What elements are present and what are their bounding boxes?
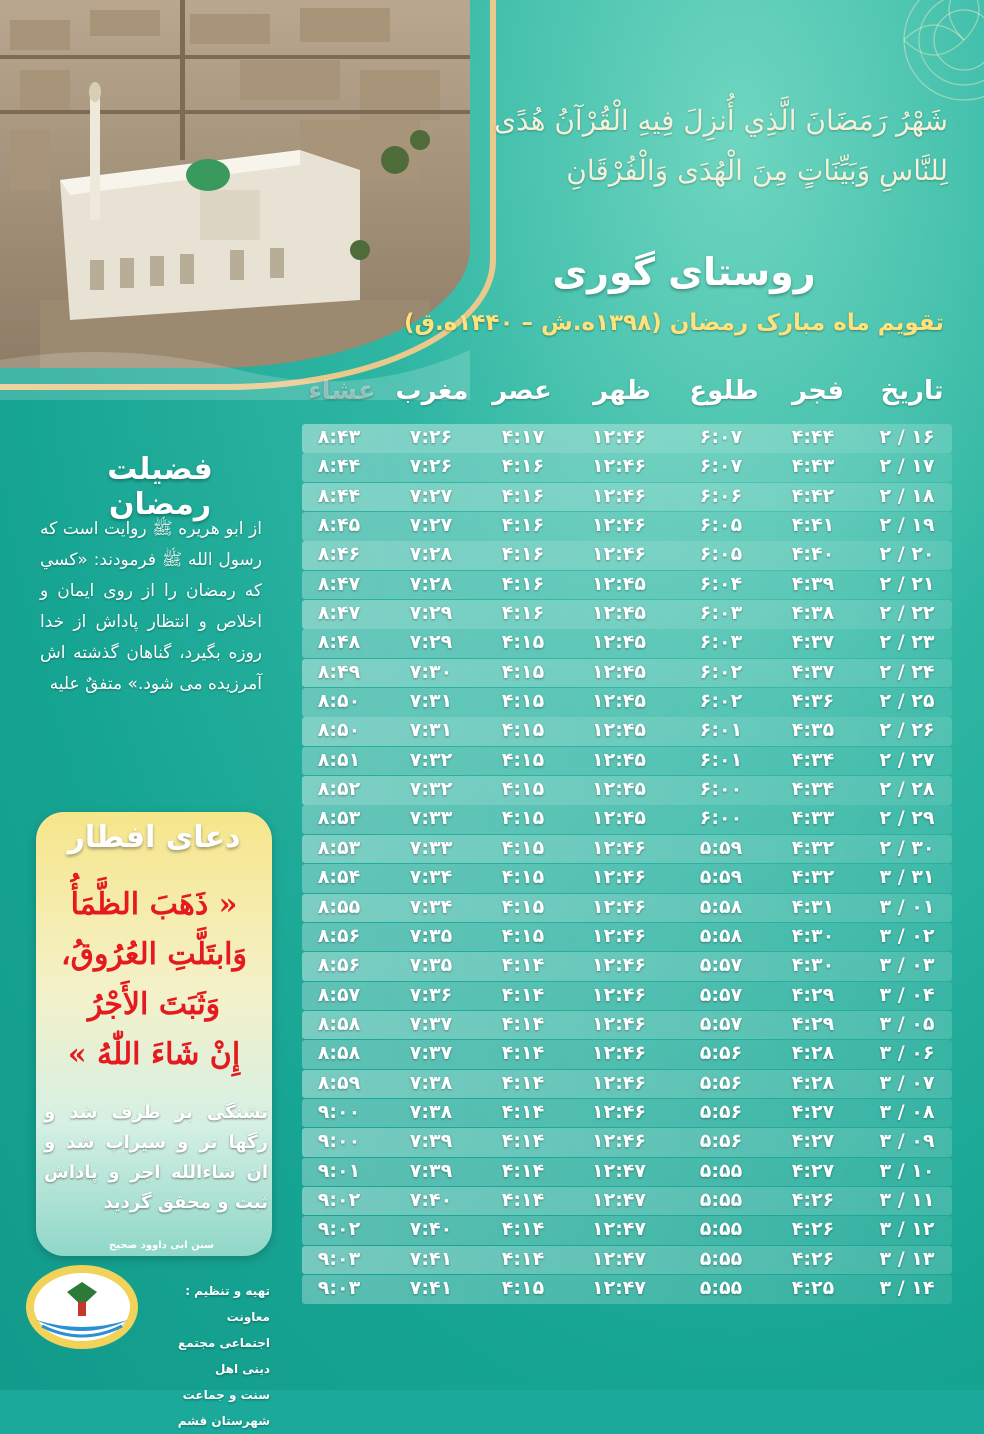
time-cell: ۴:۳۷ — [791, 660, 835, 683]
date-cell: ۳ / ۰۸ — [879, 1100, 935, 1123]
table-row — [302, 1099, 952, 1128]
time-cell: ۷:۳۸ — [409, 1071, 453, 1094]
time-cell: ۸:۵۸ — [317, 1042, 361, 1065]
time-cell: ۴:۳۳ — [791, 807, 835, 830]
date-cell: ۳ / ۱۳ — [879, 1247, 935, 1270]
time-cell: ۴:۲۹ — [791, 1012, 835, 1035]
time-cell: ۱۲:۴۵ — [592, 719, 646, 742]
time-cell: ۵:۵۹ — [699, 866, 743, 889]
time-cell: ۴:۱۶ — [501, 602, 545, 625]
time-cell: ۶:۰۵ — [699, 543, 743, 566]
time-cell: ۸:۵۰ — [317, 690, 361, 713]
time-cell: ۷:۳۴ — [409, 895, 453, 918]
time-cell: ۴:۱۵ — [501, 924, 545, 947]
table-row — [302, 1040, 952, 1069]
time-cell: ۶:۰۳ — [699, 602, 743, 625]
time-cell: ۱۲:۴۶ — [592, 836, 646, 859]
time-cell: ۷:۳۲ — [409, 748, 453, 771]
time-cell: ۶:۰۴ — [699, 572, 743, 595]
table-row — [302, 835, 952, 864]
time-cell: ۷:۴۰ — [409, 1218, 453, 1241]
quran-verse — [488, 96, 948, 196]
time-cell: ۵:۵۶ — [699, 1071, 743, 1094]
date-cell: ۲ / ۲۹ — [879, 807, 935, 830]
time-cell: ۴:۱۴ — [501, 1012, 545, 1035]
date-cell: ۳ / ۰۲ — [879, 924, 935, 947]
table-row — [302, 982, 952, 1011]
time-cell: ۱۲:۴۷ — [592, 1276, 646, 1299]
date-cell: ۲ / ۱۶ — [879, 426, 935, 448]
verse-line-2: لِلنَّاسِ وَبَيِّنَاتٍ مِنَ الْهُدَى وَالْفُرْقَانِ — [566, 154, 948, 187]
time-cell: ۶:۰۶ — [699, 484, 743, 507]
table-row — [302, 1216, 952, 1245]
table-row — [302, 453, 952, 482]
time-cell: ۴:۳۲ — [791, 836, 835, 859]
time-cell: ۱۲:۴۶ — [592, 514, 646, 537]
date-cell: ۳ / ۳۱ — [879, 866, 935, 889]
table-row — [302, 424, 952, 453]
time-cell: ۴:۱۴ — [501, 1071, 545, 1094]
time-cell: ۵:۵۸ — [699, 924, 743, 947]
time-cell: ۴:۱۵ — [501, 1276, 545, 1299]
date-cell: ۲ / ۲۸ — [879, 778, 935, 801]
time-cell: ۱۲:۴۵ — [592, 572, 646, 595]
time-cell: ۸:۴۶ — [317, 543, 361, 566]
time-cell: ۶:۰۵ — [699, 514, 743, 537]
time-cell: ۹:۰۳ — [317, 1276, 361, 1299]
time-cell: ۵:۵۵ — [699, 1218, 743, 1241]
time-cell: ۹:۰۰ — [317, 1130, 361, 1153]
header-fajr: فجر — [792, 376, 844, 406]
time-cell: ۵:۵۶ — [699, 1042, 743, 1065]
time-cell: ۴:۱۴ — [501, 1159, 545, 1182]
time-cell: ۷:۴۱ — [409, 1276, 453, 1299]
time-cell: ۸:۴۴ — [317, 484, 361, 507]
credit-line-1: تهیه و تنظیم : معاونت — [185, 1284, 270, 1324]
credit-text — [150, 1278, 270, 1434]
time-cell: ۸:۵۹ — [317, 1071, 361, 1094]
header-dhuhr: ظهر — [593, 376, 651, 406]
time-cell: ۴:۳۰ — [791, 954, 835, 977]
date-cell: ۲ / ۲۲ — [879, 602, 935, 625]
time-cell: ۴:۱۴ — [501, 1042, 545, 1065]
time-cell: ۱۲:۴۷ — [592, 1159, 646, 1182]
time-cell: ۴:۱۴ — [501, 1247, 545, 1270]
time-cell: ۱۲:۴۷ — [592, 1188, 646, 1211]
table-row — [302, 894, 952, 923]
time-cell: ۴:۱۵ — [501, 836, 545, 859]
table-row — [302, 571, 952, 600]
time-cell: ۱۲:۴۶ — [592, 426, 646, 448]
time-cell: ۱۲:۴۶ — [592, 895, 646, 918]
date-cell: ۲ / ۲۱ — [879, 572, 935, 595]
time-cell: ۶:۰۰ — [699, 807, 743, 830]
time-cell: ۴:۳۱ — [791, 895, 835, 918]
time-cell: ۴:۲۸ — [791, 1042, 835, 1065]
time-cell: ۴:۱۴ — [501, 954, 545, 977]
time-cell: ۷:۳۴ — [409, 866, 453, 889]
time-cell: ۱۲:۴۶ — [592, 1130, 646, 1153]
time-cell: ۱۲:۴۶ — [592, 543, 646, 566]
time-cell: ۸:۴۷ — [317, 572, 361, 595]
time-cell: ۸:۵۱ — [317, 748, 361, 771]
time-cell: ۴:۳۲ — [791, 866, 835, 889]
time-cell: ۴:۲۷ — [791, 1130, 835, 1153]
time-cell: ۴:۳۹ — [791, 572, 835, 595]
date-cell: ۲ / ۲۴ — [879, 660, 935, 683]
time-cell: ۱۲:۴۵ — [592, 748, 646, 771]
time-cell: ۴:۳۰ — [791, 924, 835, 947]
time-cell: ۸:۴۹ — [317, 660, 361, 683]
time-cell: ۸:۵۷ — [317, 983, 361, 1006]
time-cell: ۶:۰۱ — [699, 748, 743, 771]
time-cell: ۷:۳۳ — [409, 807, 453, 830]
date-cell: ۳ / ۰۳ — [879, 954, 935, 977]
time-cell: ۴:۱۵ — [501, 690, 545, 713]
table-row — [302, 483, 952, 512]
time-cell: ۷:۳۶ — [409, 983, 453, 1006]
dua-line-2: وَابتَلَّتِ العُرُوقُ، — [60, 937, 247, 972]
time-cell: ۱۲:۴۶ — [592, 484, 646, 507]
time-cell: ۴:۳۴ — [791, 778, 835, 801]
date-cell: ۲ / ۱۹ — [879, 514, 935, 537]
time-cell: ۷:۳۱ — [409, 690, 453, 713]
date-cell: ۳ / ۰۵ — [879, 1012, 935, 1035]
time-cell: ۸:۵۵ — [317, 895, 361, 918]
date-cell: ۲ / ۳۰ — [879, 836, 935, 859]
date-cell: ۳ / ۰۷ — [879, 1071, 935, 1094]
time-cell: ۴:۱۷ — [501, 426, 545, 448]
time-cell: ۴:۴۰ — [791, 543, 835, 566]
time-cell: ۷:۳۷ — [409, 1012, 453, 1035]
village-title: روستای گوری — [552, 250, 816, 294]
time-cell: ۷:۴۰ — [409, 1188, 453, 1211]
time-cell: ۸:۵۰ — [317, 719, 361, 742]
time-cell: ۷:۲۹ — [409, 602, 453, 625]
date-cell: ۳ / ۰۹ — [879, 1130, 935, 1153]
time-cell: ۵:۵۷ — [699, 954, 743, 977]
time-cell: ۱۲:۴۶ — [592, 983, 646, 1006]
time-cell: ۸:۴۸ — [317, 631, 361, 654]
date-cell: ۳ / ۰۱ — [879, 895, 935, 918]
virtue-text: از ابو هریره ﷺ روایت است که رسول الله ﷺ فرمودند: «کسي که رمضان را از روی ایمان و اخلاص و انتظار پاداش از خدا روزه بگیرد، گناهان گذشته اش آمرزیده می شود.» متفقٌ علیه — [40, 519, 262, 694]
time-cell: ۴:۴۱ — [791, 514, 835, 537]
date-cell: ۳ / ۰۶ — [879, 1042, 935, 1065]
time-cell: ۹:۰۲ — [317, 1188, 361, 1211]
time-cell: ۴:۱۶ — [501, 484, 545, 507]
table-row — [302, 600, 952, 629]
table-row — [302, 1246, 952, 1275]
time-cell: ۹:۰۰ — [317, 1100, 361, 1123]
header-isha: عشاء — [308, 376, 376, 406]
time-cell: ۱۲:۴۶ — [592, 866, 646, 889]
table-row — [302, 805, 952, 834]
time-cell: ۷:۳۳ — [409, 836, 453, 859]
date-cell: ۳ / ۱۴ — [879, 1276, 935, 1299]
dua-line-3: وَثَبَتَ الأَجْرُ — [87, 987, 221, 1022]
header-sunrise: طلوع — [689, 376, 759, 406]
time-cell: ۵:۵۵ — [699, 1188, 743, 1211]
time-cell: ۶:۰۳ — [699, 631, 743, 654]
table-row — [302, 776, 952, 805]
time-cell: ۴:۱۴ — [501, 1100, 545, 1123]
time-cell: ۸:۵۳ — [317, 836, 361, 859]
time-cell: ۴:۱۵ — [501, 719, 545, 742]
time-cell: ۴:۲۶ — [791, 1188, 835, 1211]
time-cell: ۴:۲۶ — [791, 1247, 835, 1270]
dua-line-1: « ذَهَبَ الظَّمَأُ — [70, 887, 238, 922]
table-row — [302, 717, 952, 746]
date-cell: ۳ / ۱۲ — [879, 1218, 935, 1241]
date-cell: ۳ / ۱۱ — [879, 1188, 935, 1211]
date-cell: ۲ / ۱۷ — [879, 455, 935, 478]
time-cell: ۵:۵۹ — [699, 836, 743, 859]
time-cell: ۶:۰۷ — [699, 426, 743, 448]
time-cell: ۴:۱۵ — [501, 748, 545, 771]
time-cell: ۱۲:۴۵ — [592, 660, 646, 683]
dua-arabic — [40, 880, 268, 1080]
time-cell: ۹:۰۱ — [317, 1159, 361, 1182]
time-cell: ۱۲:۴۶ — [592, 455, 646, 478]
time-cell: ۶:۰۰ — [699, 778, 743, 801]
time-cell: ۴:۳۵ — [791, 719, 835, 742]
time-cell: ۴:۳۷ — [791, 631, 835, 654]
time-cell: ۴:۱۵ — [501, 660, 545, 683]
time-cell: ۷:۳۲ — [409, 778, 453, 801]
dua-title: دعای افطار — [67, 820, 241, 855]
time-cell: ۱۲:۴۶ — [592, 1042, 646, 1065]
time-cell: ۴:۲۷ — [791, 1159, 835, 1182]
time-cell: ۴:۱۶ — [501, 514, 545, 537]
time-cell: ۸:۵۶ — [317, 954, 361, 977]
time-cell: ۷:۳۹ — [409, 1130, 453, 1153]
dua-line-4: إِنْ شَاءَ اللّٰهُ » — [67, 1037, 241, 1072]
time-cell: ۱۲:۴۵ — [592, 602, 646, 625]
virtue-title: فضیلت رمضان — [107, 452, 213, 522]
time-cell: ۸:۴۴ — [317, 455, 361, 478]
time-cell: ۷:۲۶ — [409, 455, 453, 478]
time-cell: ۴:۳۶ — [791, 690, 835, 713]
time-cell: ۱۲:۴۶ — [592, 924, 646, 947]
table-row — [302, 1128, 952, 1157]
table-row — [302, 629, 952, 658]
time-cell: ۴:۱۶ — [501, 455, 545, 478]
time-cell: ۵:۵۷ — [699, 1012, 743, 1035]
table-row — [302, 1187, 952, 1216]
time-cell: ۸:۴۳ — [317, 426, 361, 448]
time-cell: ۷:۲۷ — [409, 514, 453, 537]
dua-source: سنن ابی داوود صحیح — [109, 1240, 214, 1251]
time-cell: ۵:۵۵ — [699, 1159, 743, 1182]
time-cell: ۸:۵۸ — [317, 1012, 361, 1035]
header-asr: عصر — [492, 376, 552, 406]
time-cell: ۴:۱۶ — [501, 572, 545, 595]
date-cell: ۳ / ۱۰ — [879, 1159, 935, 1182]
time-cell: ۴:۲۹ — [791, 983, 835, 1006]
time-cell: ۱۲:۴۵ — [592, 631, 646, 654]
time-cell: ۴:۴۲ — [791, 484, 835, 507]
time-cell: ۴:۳۴ — [791, 748, 835, 771]
time-cell: ۴:۱۶ — [501, 543, 545, 566]
date-cell: ۲ / ۲۰ — [879, 543, 935, 566]
table-row — [302, 1011, 952, 1040]
time-cell: ۷:۲۸ — [409, 543, 453, 566]
time-cell: ۵:۵۷ — [699, 983, 743, 1006]
time-cell: ۵:۵۶ — [699, 1100, 743, 1123]
table-row — [302, 923, 952, 952]
time-cell: ۴:۱۵ — [501, 895, 545, 918]
time-cell: ۷:۳۷ — [409, 1042, 453, 1065]
time-cell: ۶:۰۱ — [699, 719, 743, 742]
time-cell: ۴:۱۵ — [501, 631, 545, 654]
time-cell: ۴:۱۵ — [501, 866, 545, 889]
time-cell: ۴:۴۳ — [791, 455, 835, 478]
time-cell: ۷:۲۶ — [409, 426, 453, 448]
header-date: تاریخ — [880, 376, 944, 406]
time-cell: ۷:۳۱ — [409, 719, 453, 742]
time-cell: ۷:۳۰ — [409, 660, 453, 683]
time-cell: ۱۲:۴۷ — [592, 1218, 646, 1241]
date-cell: ۲ / ۲۷ — [879, 748, 935, 771]
time-cell: ۷:۲۸ — [409, 572, 453, 595]
time-cell: ۷:۳۸ — [409, 1100, 453, 1123]
time-cell: ۴:۲۸ — [791, 1071, 835, 1094]
time-cell: ۴:۲۶ — [791, 1218, 835, 1241]
time-cell: ۴:۱۴ — [501, 1188, 545, 1211]
time-cell: ۱۲:۴۵ — [592, 807, 646, 830]
calendar-subtitle: تقویم ماه مبارک رمضان (۱۳۹۸ه.ش – ۱۴۴۰ه.ق) — [403, 310, 944, 336]
date-cell: ۳ / ۰۴ — [879, 983, 935, 1006]
time-cell: ۴:۲۷ — [791, 1100, 835, 1123]
time-cell: ۵:۵۵ — [699, 1247, 743, 1270]
time-cell: ۸:۵۶ — [317, 924, 361, 947]
time-cell: ۵:۵۵ — [699, 1276, 743, 1299]
dua-translation: تشنگی بر طرف شد و رگها تر و سیراب شد و ان شاءالله اجر و پاداش ثبت و محقق گردید — [44, 1102, 268, 1213]
prayer-times-table — [302, 424, 952, 1304]
time-cell: ۷:۳۵ — [409, 954, 453, 977]
table-row — [302, 688, 952, 717]
time-cell: ۷:۴۱ — [409, 1247, 453, 1270]
time-cell: ۹:۰۲ — [317, 1218, 361, 1241]
table-row — [302, 659, 952, 688]
table-row — [302, 864, 952, 893]
table-row — [302, 1158, 952, 1187]
header-maghrib: مغرب — [395, 376, 469, 406]
time-cell: ۴:۱۴ — [501, 1218, 545, 1241]
time-cell: ۱۲:۴۶ — [592, 954, 646, 977]
time-cell: ۴:۱۵ — [501, 778, 545, 801]
time-cell: ۴:۳۸ — [791, 602, 835, 625]
time-cell: ۸:۵۴ — [317, 866, 361, 889]
table-row — [302, 512, 952, 541]
time-cell: ۷:۳۹ — [409, 1159, 453, 1182]
time-cell: ۷:۲۹ — [409, 631, 453, 654]
time-cell: ۴:۱۴ — [501, 983, 545, 1006]
organization-logo-icon — [22, 1262, 142, 1352]
time-cell: ۴:۱۴ — [501, 1130, 545, 1153]
table-row — [302, 747, 952, 776]
time-cell: ۹:۰۳ — [317, 1247, 361, 1270]
time-cell: ۱۲:۴۵ — [592, 778, 646, 801]
time-cell: ۸:۴۵ — [317, 514, 361, 537]
time-cell: ۵:۵۶ — [699, 1130, 743, 1153]
time-cell: ۵:۵۸ — [699, 895, 743, 918]
date-cell: ۲ / ۲۵ — [879, 690, 935, 713]
table-row — [302, 1275, 952, 1304]
credit-line-2: اجتماعی مجتمع دینی اهل — [178, 1336, 270, 1376]
credit-line-3: سنت و جماعت شهرستان قشم — [177, 1388, 270, 1428]
time-cell: ۴:۲۵ — [791, 1276, 835, 1299]
time-cell: ۸:۴۷ — [317, 602, 361, 625]
time-cell: ۴:۴۴ — [791, 426, 835, 448]
time-cell: ۸:۵۲ — [317, 778, 361, 801]
table-row — [302, 541, 952, 570]
time-cell: ۷:۲۷ — [409, 484, 453, 507]
table-row — [302, 1070, 952, 1099]
table-row — [302, 952, 952, 981]
date-cell: ۲ / ۱۸ — [879, 484, 935, 507]
time-cell: ۸:۵۳ — [317, 807, 361, 830]
time-cell: ۱۲:۴۶ — [592, 1100, 646, 1123]
table-header — [296, 376, 956, 416]
time-cell: ۶:۰۲ — [699, 690, 743, 713]
time-cell: ۶:۰۲ — [699, 660, 743, 683]
date-cell: ۲ / ۲۳ — [879, 631, 935, 654]
time-cell: ۶:۰۷ — [699, 455, 743, 478]
time-cell: ۷:۳۵ — [409, 924, 453, 947]
time-cell: ۱۲:۴۵ — [592, 690, 646, 713]
verse-line-1: شَهْرُ رَمَضَانَ الَّذِي أُنزِلَ فِيهِ الْقُرْآنُ هُدًى — [494, 104, 948, 137]
time-cell: ۱۲:۴۶ — [592, 1071, 646, 1094]
time-cell: ۱۲:۴۷ — [592, 1247, 646, 1270]
time-cell: ۱۲:۴۶ — [592, 1012, 646, 1035]
time-cell: ۴:۱۵ — [501, 807, 545, 830]
date-cell: ۲ / ۲۶ — [879, 719, 935, 742]
